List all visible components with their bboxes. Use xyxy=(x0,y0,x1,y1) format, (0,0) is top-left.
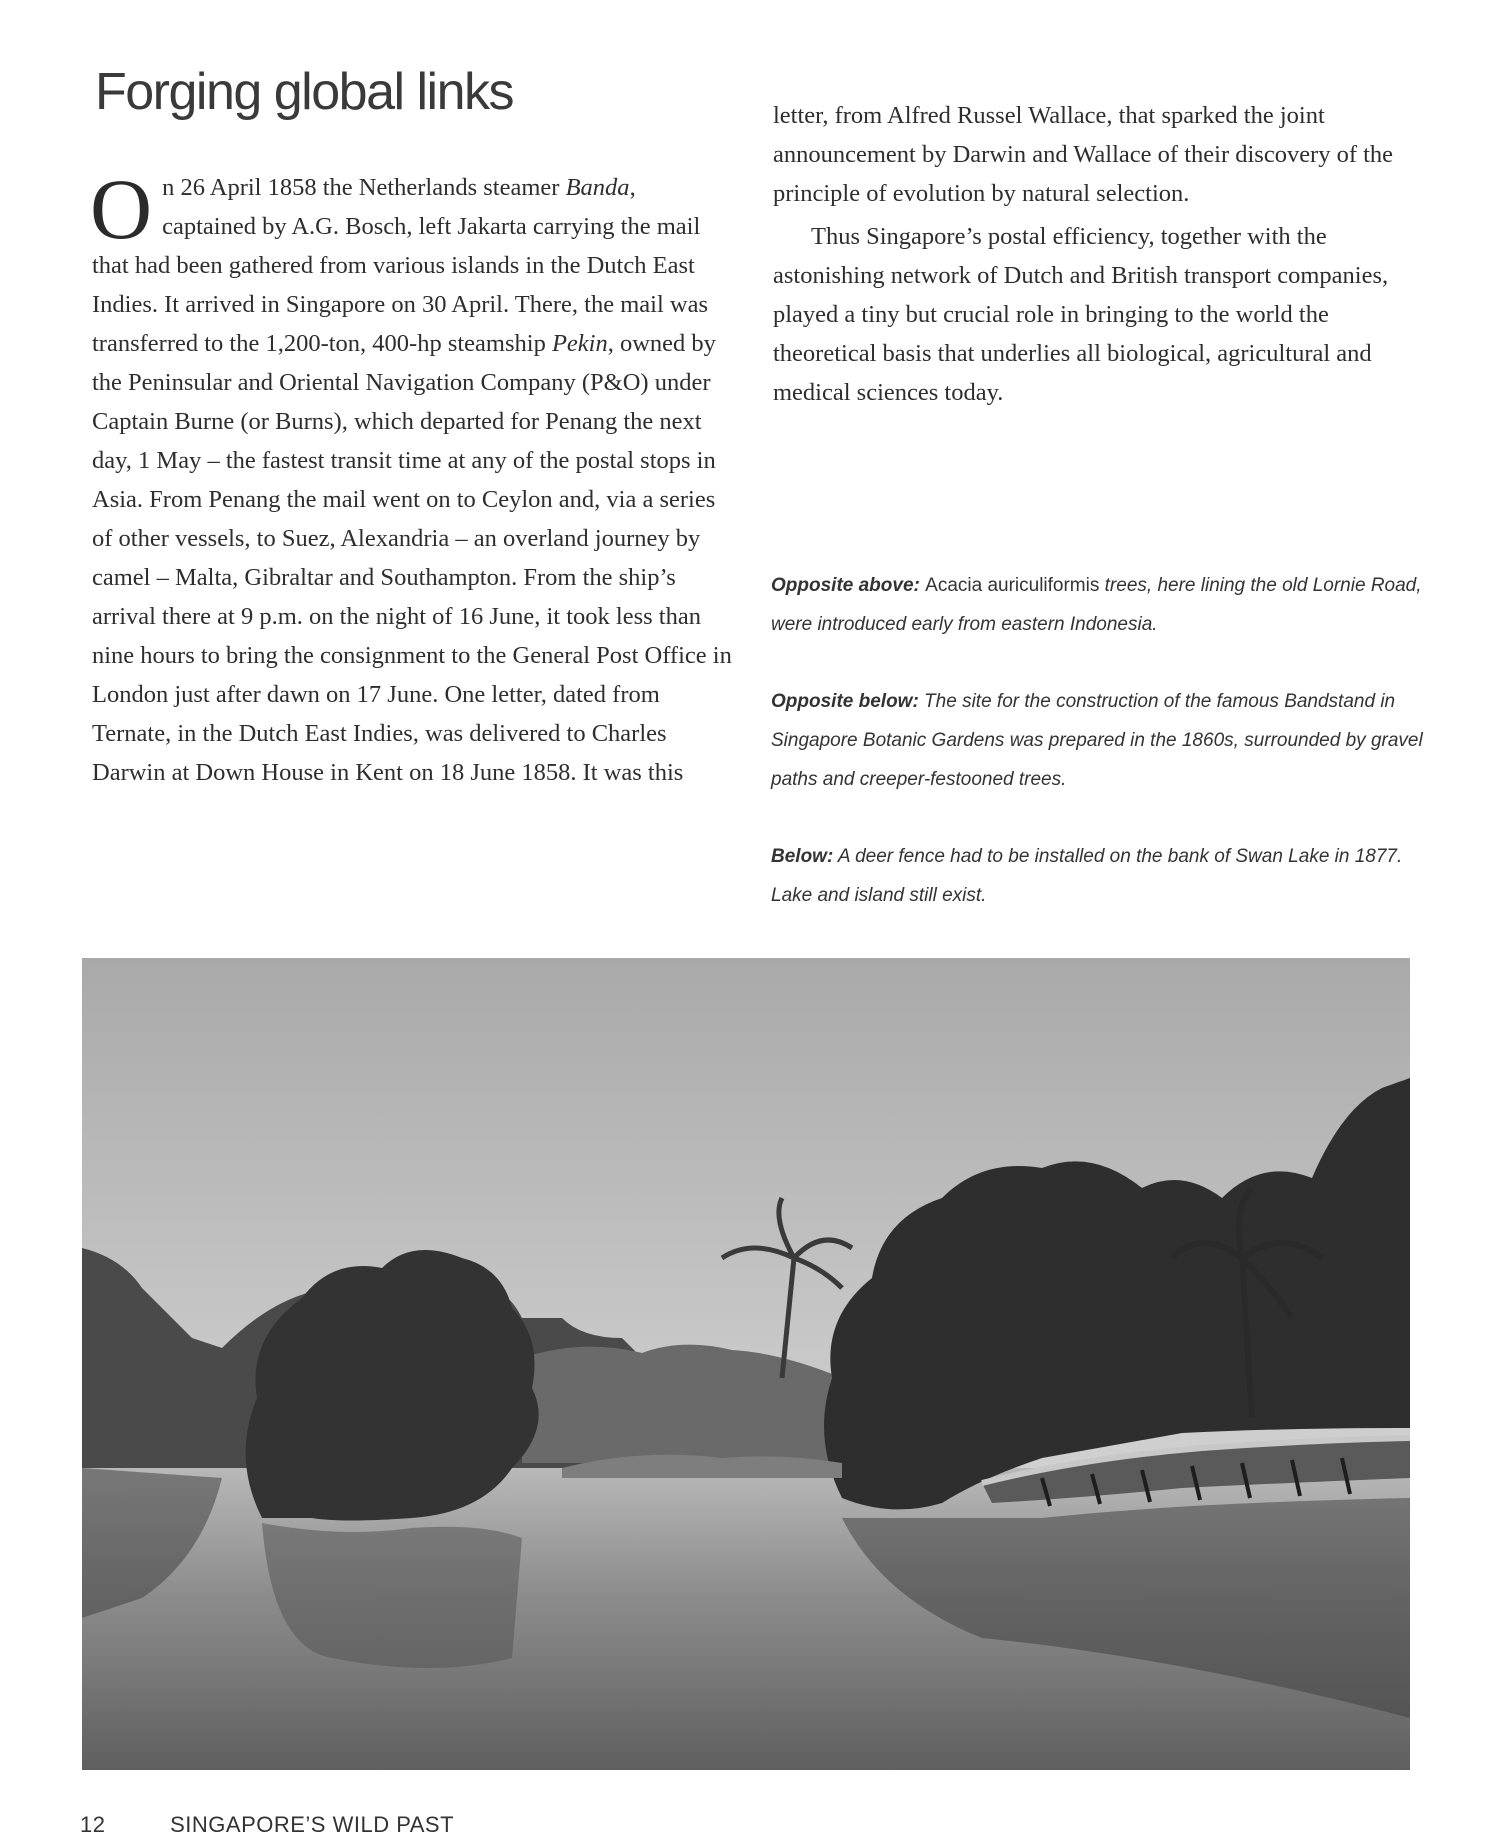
page-title: Forging global links xyxy=(95,63,514,121)
drop-cap: O xyxy=(90,161,153,257)
page-number: 12 xyxy=(80,1812,106,1837)
caption-text: A deer fence had to be installed on the bank of Swan Lake in 1877. Lake and island still exist. xyxy=(771,846,1403,906)
captions xyxy=(771,566,1431,953)
far-treeline-mid xyxy=(522,1345,842,1463)
left-column xyxy=(90,161,732,792)
body-paragraph: letter, from Alfred Russel Wallace, that sparked the joint announcement by Darwin and Wallace of their discovery of the principle of evolution by natural selection. xyxy=(773,102,1394,207)
body-text: , owned by the Peninsular and Oriental Navigation Company (P&O) under Captain Burne (or Burns), which departed for Penang the next day, 1 May – the fastest transit time at any of the postal stops in Asia. From Penang the mail went on to Ceylon and, via a series of other vessels, to Suez, Alexandria – an overland journey by camel – Malta, Gibraltar and Southampton. From the ship’s arrival there at 9 p.m. on the night of 16 June, it took less than nine hours to bring the consignment to the General Post Office in London just after dawn on 17 June. One letter, dated from Ternate, in the Dutch East Indies, was delivered to Charles Darwin at Down House in Kent on 18 June 1858. It was this xyxy=(92,330,732,786)
caption-label: Below: xyxy=(771,846,834,867)
caption-opposite-above xyxy=(771,566,1431,644)
caption-below xyxy=(771,837,1431,915)
caption-text: trees, here lining the old Lornie Road, were introduced early from eastern Indonesia. xyxy=(771,575,1422,635)
body-paragraph xyxy=(90,161,732,792)
page-footer xyxy=(80,1812,454,1838)
body-paragraph: Thus Singapore’s postal efficiency, together with the astonishing network of Dutch and British transport companies, played a tiny but crucial role in bringing to the world the theoretical basis that underlies all biological, agricultural and medical sciences today. xyxy=(773,223,1389,406)
ship-name-banda: Banda xyxy=(565,174,630,201)
body-text: n 26 April 1858 the Netherlands steamer xyxy=(162,174,566,201)
caption-opposite-below xyxy=(771,682,1431,799)
caption-label: Opposite below: xyxy=(771,691,919,712)
body-text: , captained by A.G. Bosch, left Jakarta carrying the mail that had been gathered from various islands in the Dutch East Indies. It arrived in Singapore on 30 April. There, the mail was transferred to the 1,200-ton, 400-hp steamship xyxy=(92,174,708,357)
running-title: SINGAPORE’S WILD PAST xyxy=(170,1812,455,1837)
ship-name-pekin: Pekin xyxy=(551,330,608,357)
right-column xyxy=(773,96,1418,412)
swan-lake-photo xyxy=(82,958,1410,1770)
caption-species: Acacia auriculiformis xyxy=(925,575,1100,596)
caption-text: The site for the construction of the famous Bandstand in Singapore Botanic Gardens was prepared in the 1860s, surrounded by gravel paths and creeper-festooned trees. xyxy=(771,691,1423,790)
caption-label: Opposite above: xyxy=(771,575,920,596)
